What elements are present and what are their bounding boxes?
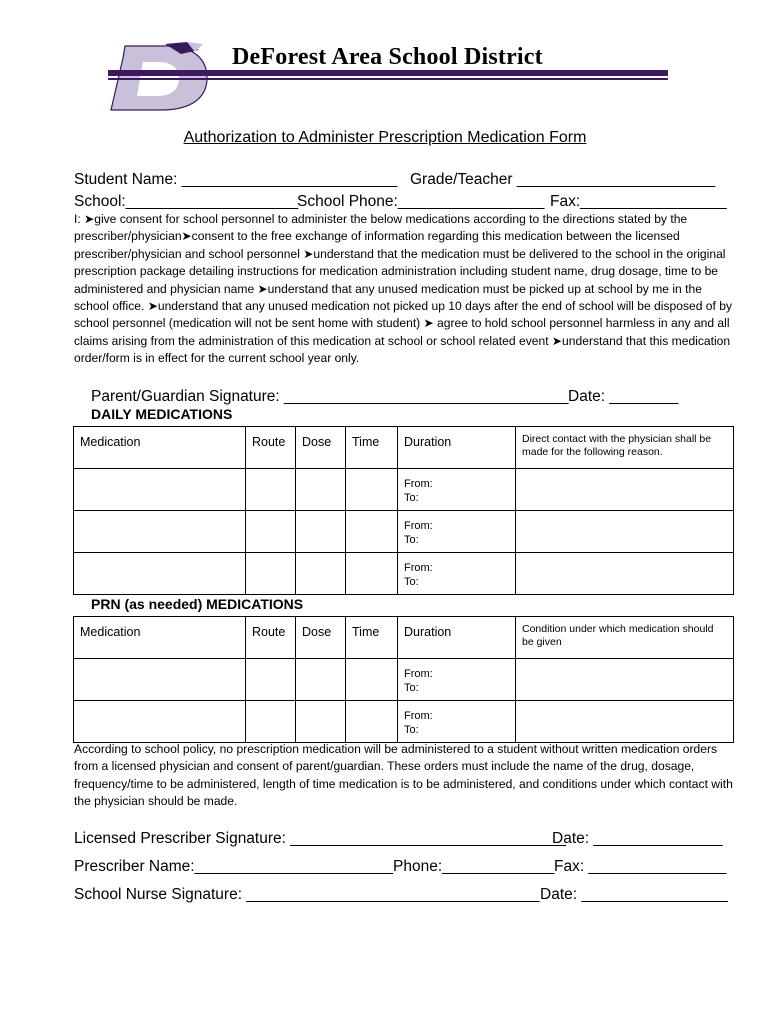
parent-signature-date[interactable]: Date: ________: [568, 388, 679, 405]
duration-cell[interactable]: From: To:: [398, 511, 516, 553]
duration-cell[interactable]: From: To:: [398, 469, 516, 511]
route-cell[interactable]: [246, 511, 296, 553]
route-cell[interactable]: [246, 469, 296, 511]
duration-cell[interactable]: From: To:: [398, 553, 516, 595]
time-cell[interactable]: [346, 469, 398, 511]
col-condition: Condition under which medication should be given: [516, 617, 734, 659]
parent-signature-field[interactable]: Parent/Guardian Signature: _________________________________: [91, 388, 569, 405]
col-medication: Medication: [74, 427, 246, 469]
dose-cell[interactable]: [296, 701, 346, 743]
route-cell[interactable]: [246, 553, 296, 595]
col-medication: Medication: [74, 617, 246, 659]
duration-cell[interactable]: From: To:: [398, 659, 516, 701]
table-row: [74, 511, 734, 553]
reason-cell[interactable]: [516, 469, 734, 511]
medication-cell[interactable]: [74, 659, 246, 701]
col-dose: Dose: [296, 427, 346, 469]
time-cell[interactable]: [346, 553, 398, 595]
prn-medications-heading: PRN (as needed) MEDICATIONS: [91, 596, 304, 612]
nurse-signature-date[interactable]: Date: _________________: [540, 886, 728, 903]
prescriber-phone-field[interactable]: Phone:_____________: [393, 858, 555, 875]
header-rule-thick: [108, 70, 668, 76]
route-cell[interactable]: [246, 701, 296, 743]
daily-medications-table: [73, 426, 734, 595]
dose-cell[interactable]: [296, 553, 346, 595]
condition-cell[interactable]: [516, 659, 734, 701]
col-route: Route: [246, 617, 296, 659]
prescriber-signature-date[interactable]: Date: _______________: [552, 830, 723, 847]
time-cell[interactable]: [346, 659, 398, 701]
consent-paragraph: I: ➤give consent for school personnel to administer the below medications according to the directions stated by the prescriber/physician➤consent to the free exchange of information regarding this medication between the licensed prescriber/physician and school personnel ➤understand that the medication must be delivered to the school in the original prescription package detailing instructions for medication administration including student name, drug dosage, time to be administered and physician name ➤understand that any unused medication must be picked up at school by me in the school office. ➤understand that any unused medication not picked up 10 days after the end of school will be disposed of by school personnel (medication will not be sent home with student) ➤ agree to hold school personnel harmless in any and all claims arising from the administration of this medication at school or school related event ➤understand that this medication order/form is in effect for the current school year only.: [74, 212, 733, 366]
col-time: Time: [346, 617, 398, 659]
time-cell[interactable]: [346, 701, 398, 743]
grade-teacher-field[interactable]: Grade/Teacher _______________________: [410, 171, 716, 188]
reason-cell[interactable]: [516, 553, 734, 595]
fax-field[interactable]: Fax:_________________: [550, 193, 727, 210]
table-row: [74, 469, 734, 511]
time-cell[interactable]: [346, 511, 398, 553]
school-phone-field[interactable]: School Phone:_________________: [297, 193, 545, 210]
col-route: Route: [246, 427, 296, 469]
school-field[interactable]: School:____________________: [74, 193, 299, 210]
col-time: Time: [346, 427, 398, 469]
col-dose: Dose: [296, 617, 346, 659]
dose-cell[interactable]: [296, 659, 346, 701]
dose-cell[interactable]: [296, 511, 346, 553]
district-logo: [103, 40, 233, 112]
dose-cell[interactable]: [296, 469, 346, 511]
prescriber-fax-field[interactable]: Fax: ________________: [554, 858, 727, 875]
condition-cell[interactable]: [516, 701, 734, 743]
col-physician-contact: Direct contact with the physician shall be made for the following reason.: [516, 427, 734, 469]
table-header-row: [74, 617, 734, 659]
district-name: DeForest Area School District: [232, 44, 543, 70]
daily-medications-heading: DAILY MEDICATIONS: [91, 406, 233, 422]
col-duration: Duration: [398, 617, 516, 659]
prescriber-signature-field[interactable]: Licensed Prescriber Signature: ________________________________: [74, 830, 567, 847]
policy-paragraph: According to school policy, no prescription medication will be administered to a student without written medication orders from a licensed physician and consent of parent/guardian. These orders must include the name of the drug, dosage, frequency/time to be administered, length of time medication is to be administered, and conditions under which contact with the physician should be made.: [74, 742, 733, 809]
table-row: [74, 659, 734, 701]
medication-cell[interactable]: [74, 469, 246, 511]
table-header-row: [74, 427, 734, 469]
medication-cell[interactable]: [74, 701, 246, 743]
header-rule-thin: [108, 78, 668, 80]
medication-cell[interactable]: [74, 511, 246, 553]
form-title: Authorization to Administer Prescription Medication Form: [183, 129, 587, 146]
prn-medications-table: [73, 616, 734, 743]
reason-cell[interactable]: [516, 511, 734, 553]
table-row: [74, 553, 734, 595]
route-cell[interactable]: [246, 659, 296, 701]
table-row: [74, 701, 734, 743]
student-name-field[interactable]: Student Name: _________________________: [74, 171, 398, 188]
prescriber-name-field[interactable]: Prescriber Name:_______________________: [74, 858, 393, 875]
col-duration: Duration: [398, 427, 516, 469]
duration-cell[interactable]: From: To:: [398, 701, 516, 743]
medication-cell[interactable]: [74, 553, 246, 595]
nurse-signature-field[interactable]: School Nurse Signature: __________________________________: [74, 886, 540, 903]
